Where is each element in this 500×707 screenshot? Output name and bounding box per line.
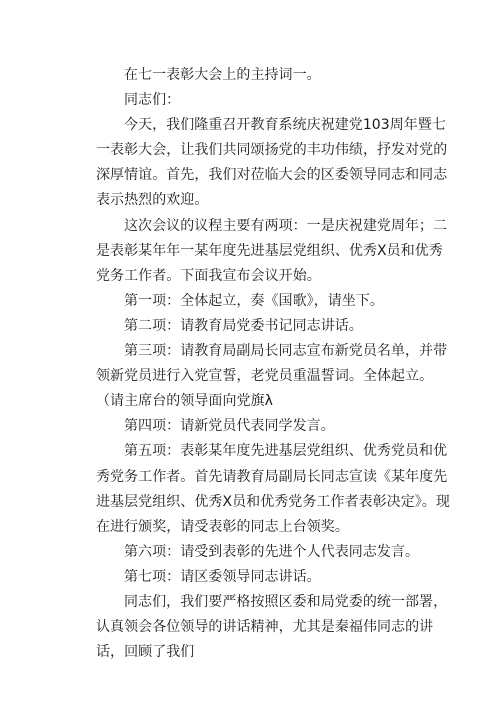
closing-paragraph: 同志们，我们要严格按照区委和局党委的统一部署，认真领会各位领导的讲话精神，尤其是秦福伟同志的讲话，回顾了我们 — [96, 593, 448, 661]
item-5-paragraph: 第五项：表彰某年度先进基层党组织、优秀党员和优秀党务工作者。首先请教育局副局长同志宣读《某年度先进基层党组织、优秀X员和优秀党务工作者表彰决定》。现在进行颁奖，请受表彰的同志上台领奖。 — [96, 443, 450, 535]
agenda-paragraph: 这次会议的议程主要有两项：一是庆祝建党周年；二是表彰某年年一某年度先进基层党组织、优秀X员和优秀党务工作者。下面我宣布会议开始。 — [96, 217, 448, 284]
document-body — [96, 63, 452, 665]
item-7-paragraph: 第七项：请区委领导同志讲话。 — [124, 568, 321, 585]
salutation-paragraph: 同志们： — [124, 92, 181, 109]
item-1-paragraph: 第一项：全体起立，奏《国歌》，请坐下。 — [124, 292, 384, 309]
item-3-paragraph: 第三项：请教育局副局长同志宣布新党员名单，并带领新党员进行入党宣誓，老党员重温誓词。全体起立。（请主席台的领导面向党旗λ — [96, 343, 448, 410]
opening-paragraph: 今天，我们隆重召开教育系统庆祝建党103周年暨七一表彰大会，让我们共同颂扬党的丰功伟绩，抒发对党的深厚情谊。首先，我们对莅临大会的区委领导同志和同志表示热烈的欢迎。 — [96, 117, 448, 209]
document-title: 在七一表彰大会上的主持词一。 — [124, 67, 321, 83]
item-6-paragraph: 第六项：请受到表彰的先进个人代表同志发言。 — [124, 543, 420, 560]
item-2-paragraph: 第二项：请教育局党委书记同志讲话。 — [124, 317, 363, 334]
item-4-paragraph: 第四项：请新党员代表同学发言。 — [124, 418, 335, 435]
